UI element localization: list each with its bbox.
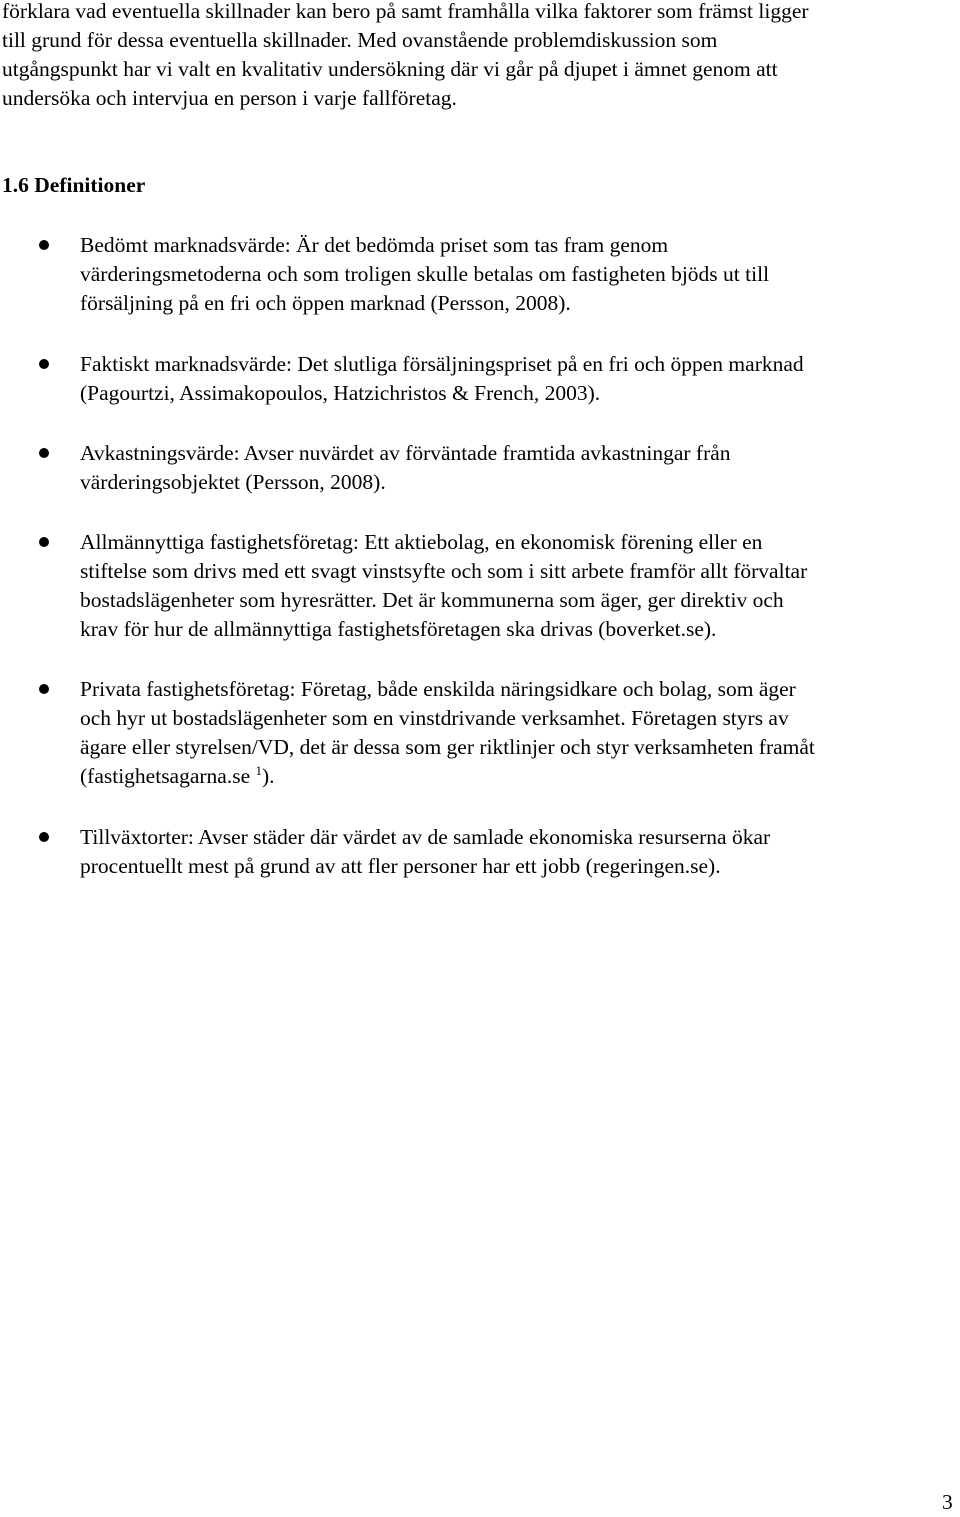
definition-text-fragment: ). [262, 764, 275, 788]
definition-text-line: bostadslägenheter som hyresrätter. Det är kommunerna som äger, ger direktiv och [80, 588, 784, 612]
bullet-icon [39, 537, 49, 547]
bullet-icon [39, 832, 49, 842]
definition-text-line: och hyr ut bostadslägenheter som en vinstdrivande verksamhet. Företagen styrs av [80, 706, 789, 730]
intro-paragraph-line: undersöka och intervjua en person i varje fallföretag. [2, 86, 457, 110]
page-number: 3 [942, 1490, 953, 1514]
definition-text-line: krav för hur de allmännyttiga fastighetsföretagen ska drivas (boverket.se). [80, 617, 717, 641]
definition-text-fragment: (fastighetsagarna.se [80, 764, 256, 788]
definition-text-line: procentuellt mest på grund av att fler personer har ett jobb (regeringen.se). [80, 854, 721, 878]
definition-text-line: värderingsobjektet (Persson, 2008). [80, 470, 386, 494]
definition-text-line: ägare eller styrelsen/VD, det är dessa som ger riktlinjer och styr verksamheten framåt [80, 735, 815, 759]
definition-text-line: (Pagourtzi, Assimakopoulos, Hatzichristos & French, 2003). [80, 381, 601, 405]
definition-text-line [80, 762, 275, 793]
definition-text-line: Privata fastighetsföretag: Företag, både enskilda näringsidkare och bolag, som äger [80, 677, 796, 701]
definition-text-line: Tillväxtorter: Avser städer där värdet av de samlade ekonomiska resurserna ökar [80, 825, 771, 849]
definition-text-line: försäljning på en fri och öppen marknad (Persson, 2008). [80, 291, 571, 315]
footnote-reference: 1 [255, 763, 263, 778]
bullet-icon [39, 684, 49, 694]
intro-paragraph-line: förklara vad eventuella skillnader kan bero på samt framhålla vilka faktorer som främst ligger [2, 0, 809, 23]
intro-paragraph-line: till grund för dessa eventuella skillnader. Med ovanstående problemdiskussion som [2, 28, 718, 52]
bullet-icon [39, 240, 49, 250]
definition-text-line: Bedömt marknadsvärde: Är det bedömda priset som tas fram genom [80, 233, 669, 257]
bullet-icon [39, 359, 49, 369]
definition-text-line: värderingsmetoderna och som troligen skulle betalas om fastigheten bjöds ut till [80, 262, 770, 286]
definition-text-line: Avkastningsvärde: Avser nuvärdet av förväntade framtida avkastningar från [80, 441, 731, 465]
definition-text-line: stiftelse som drivs med ett svagt vinstsyfte och som i sitt arbete framför allt förvaltar [80, 559, 808, 583]
intro-paragraph-line: utgångspunkt har vi valt en kvalitativ undersökning där vi går på djupet i ämnet genom att [2, 57, 778, 81]
definition-text-line: Faktiskt marknadsvärde: Det slutliga försäljningspriset på en fri och öppen marknad [80, 352, 804, 376]
bullet-icon [39, 448, 49, 458]
section-heading: 1.6 Definitioner [2, 173, 146, 197]
definition-text-line: Allmännyttiga fastighetsföretag: Ett aktiebolag, en ekonomisk förening eller en [80, 530, 763, 554]
